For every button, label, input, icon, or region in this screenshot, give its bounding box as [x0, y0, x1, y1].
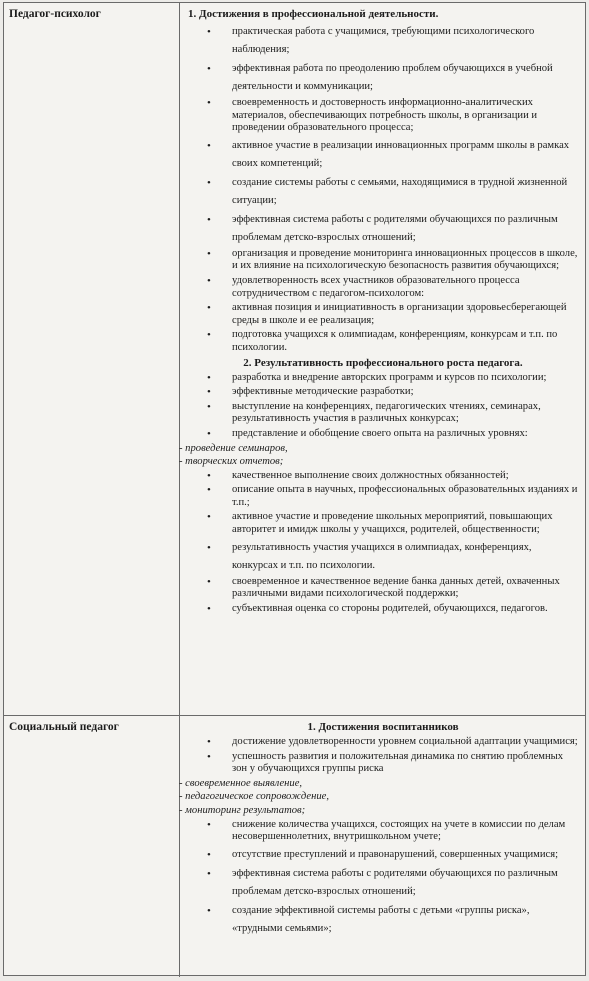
- list-item-text: активное участие в реализации инновационных программ школы в рамках своих компетенций;: [232, 139, 570, 169]
- criteria-list: [179, 736, 581, 938]
- list-item-text: представление и обобщение своего опыта на различных уровнях:: [232, 427, 528, 439]
- list-item-text: эффективные методические разработки;: [232, 386, 414, 398]
- list-item-text: успешность развития и положительная динамика по снятию проблемных зон у обучающихся группы риска: [232, 750, 564, 775]
- bullet-icon: •: [207, 139, 211, 152]
- list-item-text: субъективная оценка со стороны родителей, обучающихся, педагогов.: [232, 602, 548, 614]
- bullet-icon: •: [207, 484, 211, 497]
- list-item: [185, 60, 581, 96]
- list-item-text: отсутствие преступлений и правонарушений, совершенных учащимися;: [232, 848, 559, 860]
- criteria-cell: [179, 6, 581, 715]
- role-cell: Социальный педагог: [9, 721, 119, 733]
- list-item-text: снижение количества учащихся, состоящих на учете в комиссии по делам несовершеннолетних, внутришкольном учете;: [232, 818, 566, 843]
- bullet-icon: •: [207, 371, 211, 384]
- list-item: [185, 470, 581, 483]
- list-item-text: активное участие и проведение школьных мероприятий, повышающих авторитет и имидж школы у учащихся, родителей, общественности;: [232, 511, 553, 536]
- list-item-text: результативность участия учащихся в олимпиадах, конференциях, конкурсах и т.п. по психологии.: [232, 541, 532, 571]
- list-item: [185, 865, 581, 901]
- list-item: [185, 23, 581, 59]
- list-item-text: создание эффективной системы работы с детьми «группы риска», «трудными семьями»;: [232, 904, 530, 934]
- list-item: [185, 329, 581, 354]
- list-item: [185, 484, 581, 509]
- bullet-icon: •: [207, 63, 211, 75]
- criteria-list: [179, 371, 581, 616]
- list-item: [185, 137, 581, 173]
- column-divider: [179, 716, 180, 977]
- bullet-icon: •: [207, 602, 211, 615]
- list-item-text: создание системы работы с семьями, находящимися в трудной жизненной ситуации;: [232, 176, 568, 206]
- bullet-icon: •: [207, 469, 211, 482]
- list-item: [185, 248, 581, 273]
- bullet-icon: •: [207, 867, 211, 880]
- bullet-icon: •: [207, 904, 211, 917]
- list-item: [185, 539, 581, 575]
- sub-item: - творческих отчетов;: [179, 456, 284, 468]
- list-item-text: эффективная система работы с родителями обучающихся по различным проблемам детско-взрослых отношений;: [232, 213, 558, 243]
- list-item-text: организация и проведение мониторинга инновационных процессов в школе, и их влияние на психологическую безопасность развития обучающихся;: [232, 247, 578, 272]
- bullet-icon: •: [207, 329, 211, 342]
- document-table: [3, 2, 586, 976]
- bullet-icon: •: [207, 302, 211, 315]
- list-item: [185, 511, 581, 536]
- list-item-text: подготовка учащихся к олимпиадам, конференциям, конкурсам и т.п. по психологии.: [232, 329, 558, 353]
- list-item: [185, 211, 581, 247]
- bullet-icon: •: [207, 511, 211, 524]
- list-item-text: удовлетворенность всех участников образовательного процесса сотрудничеством с педагогом-психологом:: [232, 274, 520, 299]
- list-item: [185, 386, 581, 399]
- sub-item: - проведение семинаров,: [179, 442, 288, 454]
- column-divider: [179, 3, 180, 715]
- list-item: [185, 372, 581, 385]
- sub-item: - своевременное выявление,: [179, 777, 303, 789]
- list-item-text: качественное выполнение своих должностных обязанностей;: [232, 469, 509, 481]
- section-heading: 2. Результативность профессионального роста педагога.: [243, 356, 523, 369]
- criteria-cell: [179, 719, 581, 977]
- list-item: [185, 846, 581, 864]
- list-item: [185, 736, 581, 749]
- criteria-list: [185, 23, 581, 355]
- list-item-text: своевременность и достоверность информационно-аналитических материалов, обеспечивающих потребность школы, в организации и проведении образовательного процесса;: [232, 97, 538, 134]
- bullet-icon: •: [207, 848, 211, 861]
- list-item: [185, 902, 581, 938]
- list-item-text: эффективная система работы с родителями обучающихся по различным проблемам детско-взрослых отношений;: [232, 867, 558, 897]
- sub-item: - мониторинг результатов;: [179, 804, 306, 816]
- section-heading: 1. Достижения воспитанников: [307, 721, 459, 733]
- list-item: [185, 401, 581, 426]
- bullet-icon: •: [207, 26, 211, 38]
- list-item: [185, 603, 581, 616]
- table-row-psychologist: [4, 3, 585, 716]
- bullet-icon: •: [207, 386, 211, 399]
- bullet-icon: •: [207, 541, 211, 554]
- list-item: [185, 275, 581, 300]
- list-item-text: эффективная работа по преодолению проблем обучающихся в учебной деятельности и коммуникации;: [232, 63, 553, 92]
- bullet-icon: •: [207, 750, 211, 763]
- list-item: [185, 576, 581, 601]
- bullet-icon: •: [207, 427, 211, 440]
- bullet-icon: •: [207, 274, 211, 287]
- section-heading: 1. Достижения в профессиональной деятельности.: [188, 8, 439, 20]
- bullet-icon: •: [207, 575, 211, 588]
- list-item-text: разработка и внедрение авторских программ и курсов по психологии;: [232, 371, 547, 383]
- bullet-icon: •: [207, 818, 211, 831]
- list-item: [185, 819, 581, 844]
- list-item: [185, 97, 581, 135]
- list-item: [185, 751, 581, 776]
- list-item-text: выступление на конференциях, педагогических чтениях, семинарах, результативность участия в различных конкурсах;: [232, 400, 541, 425]
- bullet-icon: •: [207, 97, 211, 109]
- list-item-text: своевременное и качественное ведение банка данных детей, охваченных различными видами психологической поддержки;: [232, 575, 560, 600]
- bullet-icon: •: [207, 213, 211, 226]
- role-cell: Педагог-психолог: [9, 8, 101, 20]
- table-row-social-pedagogue: [4, 716, 585, 977]
- sub-item: - педагогическое сопровождение,: [179, 791, 330, 803]
- list-item-text: активная позиция и инициативность в организации здоровьесберегающей среды в школе и ее реализация;: [232, 302, 567, 326]
- list-item: [185, 174, 581, 210]
- list-item: [185, 428, 581, 441]
- list-item-text: практическая работа с учащимися, требующими психологического наблюдения;: [232, 26, 535, 55]
- bullet-icon: •: [207, 176, 211, 189]
- bullet-icon: •: [207, 736, 211, 748]
- bullet-icon: •: [207, 400, 211, 413]
- bullet-icon: •: [207, 247, 211, 260]
- list-item-text: достижение удовлетворенности уровнем социальной адаптации учащимися;: [232, 736, 578, 747]
- list-item: [185, 302, 581, 327]
- list-item-text: описание опыта в научных, профессиональных образовательных изданиях и т.п.;: [232, 484, 578, 508]
